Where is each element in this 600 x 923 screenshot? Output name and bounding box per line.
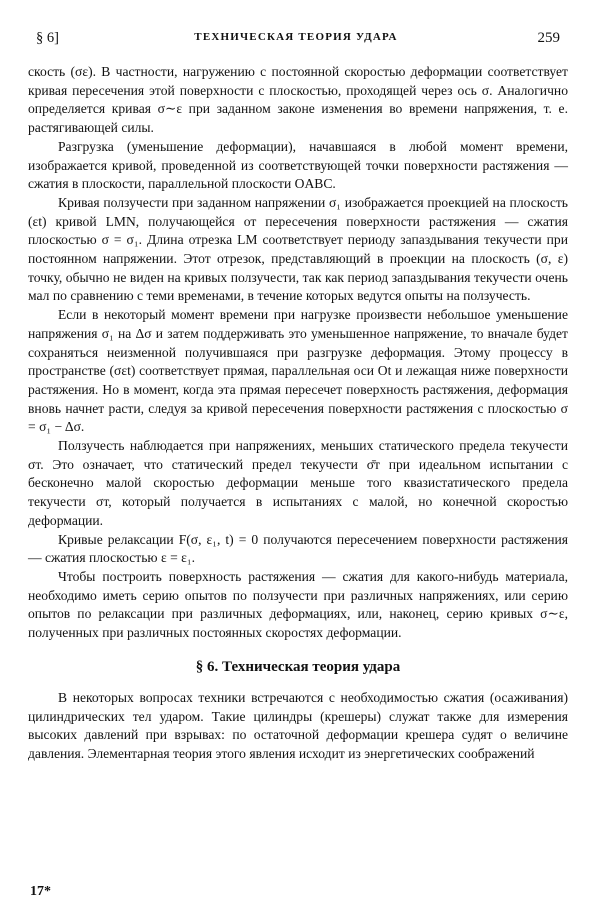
- paragraph-creep-yield: Ползучесть наблюдается при напряжениях, меньших статического предела текучести σт. Это означает, что статический предел текучести σ̄т при идеальном испытании с бесконечно малой скоростью деформации меньше того квазистатического предела текучести σт, который получается в испытаниях с малой, но конечной скоростью деформации.: [28, 438, 568, 528]
- running-head-title: ТЕХНИЧЕСКАЯ ТЕОРИЯ УДАРА: [194, 31, 398, 43]
- section-heading: § 6. Техническая теория удара: [195, 658, 401, 675]
- paragraph-relaxation: Кривые релаксации F(σ, ε₁, t) = 0 получаются пересечением поверхности растяжения — сжатия плоскостью ε = ε₁.: [28, 531, 568, 566]
- paragraph-creep-curve: Кривая ползучести при заданном напряжении σ₁ изображается проекцией на плоскость (εt) кривой LMN, получающейся от пересечения поверхности растяжения — сжатия плоскостью σ = σ₁. Длина отрезка LM соответствует периоду запаздывания текучести при постоянном напряжении. Этот отрезок, представляющий в проекции на плоскость (σ, ε) точку, обычно не виден на кривых ползучести, так как период запаздывания текучести очень мал по сравнению с теми временами, в течение которых ведутся опыты на ползучесть.: [28, 194, 568, 304]
- footer-signature: 17*: [30, 884, 51, 899]
- body-text: [28, 63, 568, 764]
- paragraph-surface-construction: Чтобы построить поверхность растяжения — сжатия для какого-нибудь материала, необходимо иметь серию опытов по ползучести при различных напряжениях, или серию опытов по релаксации при различных деформациях, или, наконец, серию кривых σ∼ε, полученных при различных постоянных скоростях деформации.: [28, 568, 568, 641]
- running-head: [28, 30, 564, 50]
- paragraph-impact-intro: В некоторых вопросах техники встречаются с необходимостью сжатия (осаживания) цилиндрических тел ударом. Такие цилиндры (крешеры) служат также для измерения высоких давлений при взрывах: по остаточной деформации крешера судят о величине давления. Элементарная теория этого явления исходит из энергетических соображений: [28, 689, 568, 761]
- paragraph-continued: скость (σε). В частности, нагружению с постоянной скоростью деформации соответствует кривая пересечения этой поверхности с плоскостью, проходящей через ось σ. Аналогично определяется кривая σ∼ε при заданном законе изменения во времени напряжения, т. е. растягивающей силы.: [28, 64, 568, 136]
- paragraph-stress-reduction: Если в некоторый момент времени при нагрузке произвести небольшое уменьшение напряжения σ₁ на Δσ и затем поддерживать это уменьшенное напряжение, то вначале будет сохраняться неизменной получившаяся при разгрузке деформация. Этому процессу в пространстве (σεt) соответствует прямая, параллельная оси Ot и лежащая ниже поверхности растяжения. Но в момент, когда эта прямая пересечет поверхность растяжения, деформация вновь начнет расти, следуя за кривой пересечения поверхности растяжения с плоскостью σ = σ₁ − Δσ.: [28, 307, 568, 435]
- page-number: 259: [537, 30, 560, 46]
- running-head-section: § 6]: [36, 30, 59, 46]
- paragraph-unloading: Разгрузка (уменьшение деформации), начавшаяся в любой момент времени, изображается кривой, проведенной из соответствующей точки поверхности растяжения — сжатия в плоскости, параллельной плоскости OABC.: [28, 138, 568, 192]
